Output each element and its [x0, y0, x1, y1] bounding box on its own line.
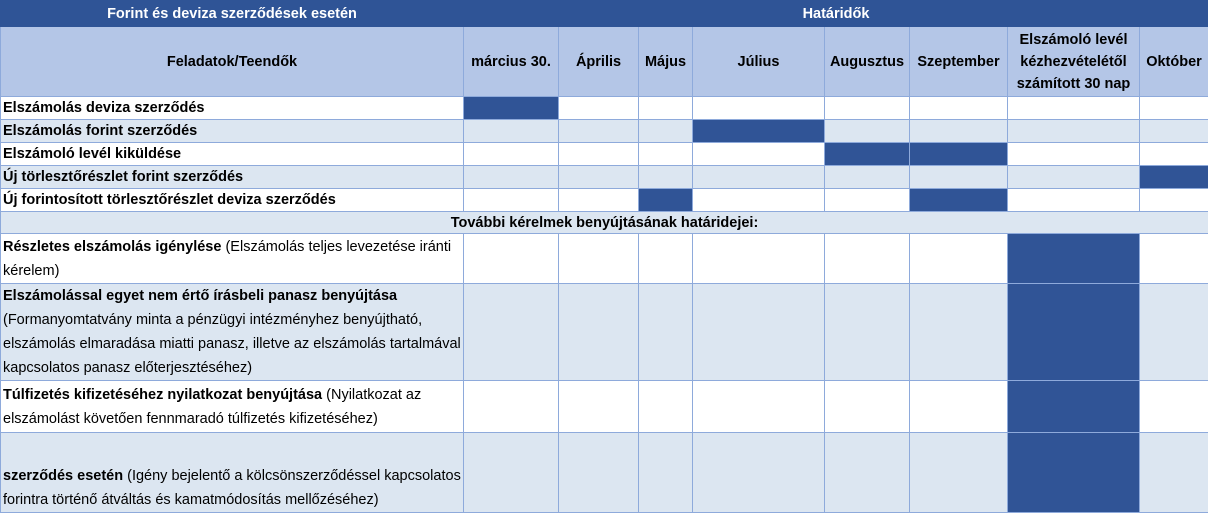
deadline-marker: [693, 120, 825, 143]
table-row: [1, 284, 1208, 381]
table-row: [1, 234, 1208, 284]
col-header-september: Szeptember: [910, 27, 1008, 97]
task-label: Új forintosított törlesztőrészlet deviza szerződés: [1, 189, 464, 212]
deadline-marker: [1140, 166, 1208, 189]
request-description: szerződés esetén (Igény bejelentő a kölcsönszerződéssel kapcsolatos forintra történő átváltás és kamatmódosítás mellőzéséhez): [1, 433, 464, 513]
task-label: Elszámoló levél kiküldése: [1, 143, 464, 166]
deadline-marker: [1008, 284, 1140, 381]
section-subheader: További kérelmek benyújtásának határidejei:: [1, 212, 1208, 234]
deadline-marker: [464, 97, 559, 120]
table-row: [1, 189, 1208, 212]
table-row: [1, 97, 1208, 120]
deadline-marker: [1008, 433, 1140, 513]
col-header-october: Október: [1140, 27, 1208, 97]
task-label: Elszámolás deviza szerződés: [1, 97, 464, 120]
col-header-august: Augusztus: [825, 27, 910, 97]
table-row: [1, 143, 1208, 166]
request-description: Elszámolással egyet nem értő írásbeli panasz benyújtása (Formanyomtatvány minta a pénzügyi intézményhez benyújtható, elszámolás elmaradása miatti panasz, illetve az elszámolás tartalmával kapcsolatos panasz előterjesztéséhez): [1, 284, 464, 381]
deadline-marker: [825, 143, 910, 166]
deadline-marker: [1008, 381, 1140, 433]
task-label: Elszámolás forint szerződés: [1, 120, 464, 143]
col-header-july: Július: [693, 27, 825, 97]
col-header-task: Feladatok/Teendők: [1, 27, 464, 97]
request-description: Részletes elszámolás igénylése (Elszámolás teljes levezetése iránti kérelem): [1, 234, 464, 284]
request-description: Túlfizetés kifizetéséhez nyilatkozat benyújtása (Nyilatkozat az elszámolást követően fennmaradó túlfizetés kifizetéséhez): [1, 381, 464, 433]
table-row: [1, 381, 1208, 433]
col-header-may: Május: [639, 27, 693, 97]
deadline-marker: [639, 189, 693, 212]
title-right: Határidők: [464, 1, 1208, 27]
task-label: Új törlesztőrészlet forint szerződés: [1, 166, 464, 189]
deadline-marker: [910, 143, 1008, 166]
title-left: Forint és deviza szerződések esetén: [1, 1, 464, 27]
col-header-30-days: Elszámoló levél kézhezvételétől számított 30 nap: [1008, 27, 1140, 97]
deadline-marker: [910, 189, 1008, 212]
col-header-april: Április: [559, 27, 639, 97]
table-row: [1, 166, 1208, 189]
table-row: [1, 120, 1208, 143]
deadline-marker: [1008, 234, 1140, 284]
col-header-march: március 30.: [464, 27, 559, 97]
table-row: [1, 433, 1208, 513]
